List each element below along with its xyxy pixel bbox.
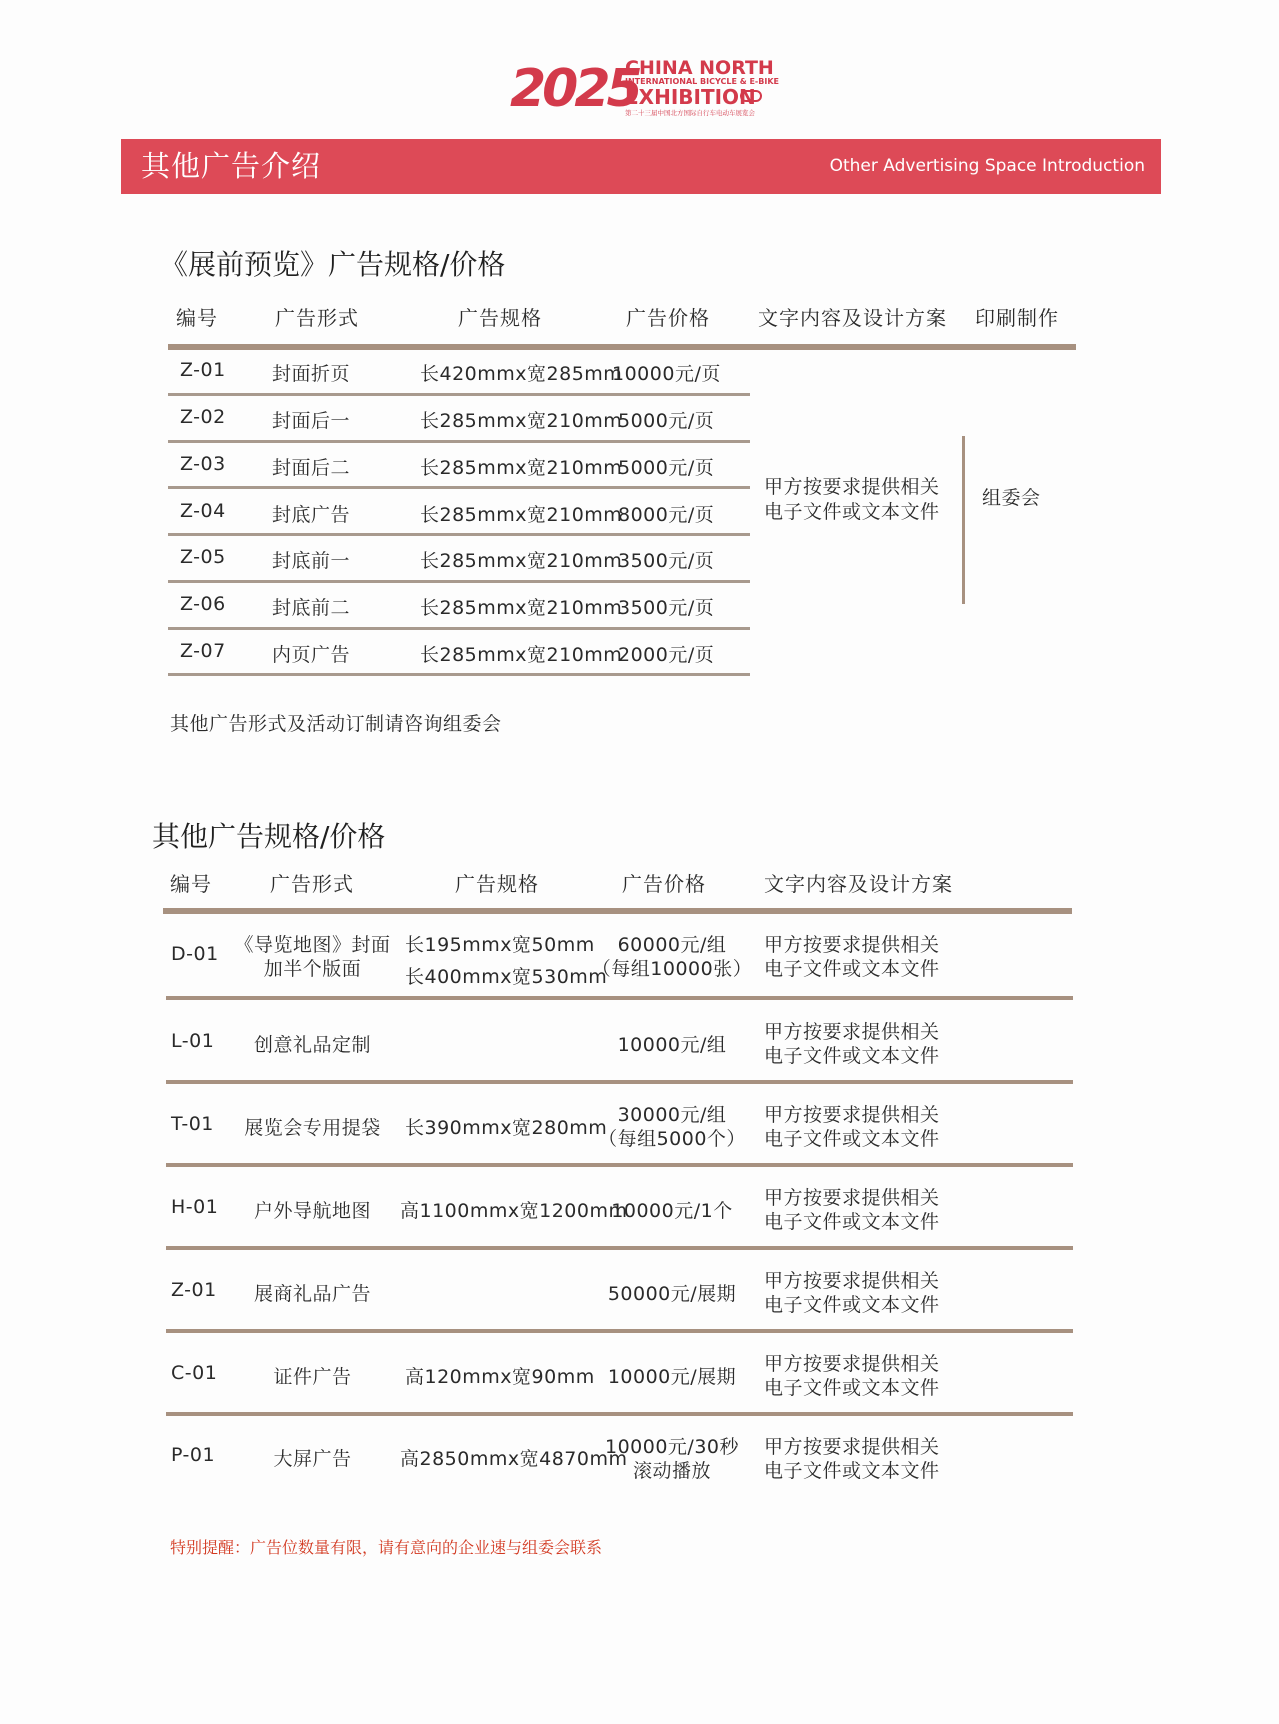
s1-column-divider: [962, 436, 965, 604]
s2-cell-price-1: 10000元/1个: [611, 1200, 733, 1222]
s1-cell-price: 10000元/页: [612, 363, 721, 385]
s2-row-divider: [166, 1163, 1073, 1167]
s2-cell-form-2: 加半个版面: [263, 958, 362, 980]
s2-cell-design-2: 电子文件或文本文件: [764, 958, 940, 980]
s2-cell-code: T-01: [171, 1113, 214, 1135]
s1-cell-price: 8000元/页: [618, 504, 715, 526]
s1-cell-form: 封面折页: [272, 363, 351, 385]
s1-cell-spec: 长285mmx宽210mm: [420, 550, 623, 572]
s2-cell-design-2: 电子文件或文本文件: [764, 1045, 940, 1067]
s1-row-divider: [168, 673, 750, 676]
s2-row-divider: [166, 996, 1073, 1000]
s1-cell-code: Z-01: [180, 359, 226, 381]
logo-year: 2025: [510, 59, 639, 119]
s2-header-divider: [163, 908, 1072, 914]
s2-cell-design-2: 电子文件或文本文件: [764, 1294, 940, 1316]
logo-line-3: EXHIBITION: [625, 85, 756, 109]
s2-cell-code: H-01: [171, 1196, 219, 1218]
logo-line-1: CHINA NORTH: [625, 57, 774, 79]
s2-header-design: 文字内容及设计方案: [764, 872, 953, 896]
s1-cell-form: 封底前一: [272, 550, 351, 572]
logo-badge-icon: [740, 90, 762, 102]
s2-cell-spec-2: 长400mmx宽530mm: [405, 966, 608, 988]
s2-cell-design-1: 甲方按要求提供相关: [764, 1104, 940, 1126]
s1-row-divider: [168, 533, 750, 536]
s1-cell-form: 封面后二: [272, 457, 351, 479]
s1-header-price: 广告价格: [626, 306, 710, 330]
s1-cell-price: 5000元/页: [618, 457, 715, 479]
s2-cell-spec-1: 长390mmx宽280mm: [405, 1117, 608, 1139]
s2-cell-design-1: 甲方按要求提供相关: [764, 1353, 940, 1375]
banner-title-cn: 其他广告介绍: [141, 149, 322, 183]
s2-cell-code: P-01: [171, 1444, 216, 1466]
s1-design-line-2: 电子文件或文本文件: [764, 501, 940, 523]
s1-cell-price: 2000元/页: [618, 644, 715, 666]
s2-cell-design-1: 甲方按要求提供相关: [764, 1187, 940, 1209]
s1-header-form: 广告形式: [275, 306, 359, 330]
s1-header-design: 文字内容及设计方案: [758, 306, 947, 330]
s1-cell-code: Z-04: [180, 500, 226, 522]
s2-cell-form-1: 大屏广告: [273, 1448, 352, 1470]
s2-cell-form-1: 证件广告: [273, 1366, 352, 1388]
s2-cell-price-1: 30000元/组: [617, 1104, 727, 1126]
s2-row-divider: [166, 1080, 1073, 1084]
s2-cell-design-1: 甲方按要求提供相关: [764, 934, 940, 956]
s1-cell-form: 封底前二: [272, 597, 351, 619]
s1-note: 其他广告形式及活动订制请咨询组委会: [170, 713, 502, 735]
s1-header-print: 印刷制作: [975, 306, 1059, 330]
s1-row-divider: [168, 393, 750, 396]
s1-row-divider: [168, 627, 750, 630]
s1-cell-form: 封底广告: [272, 504, 351, 526]
s1-cell-spec: 长285mmx宽210mm: [420, 504, 623, 526]
s1-cell-form: 内页广告: [272, 644, 351, 666]
s2-cell-form-1: 创意礼品定制: [253, 1034, 371, 1056]
s2-cell-spec-1: 高120mmx宽90mm: [405, 1366, 595, 1388]
s1-cell-price: 3500元/页: [618, 550, 715, 572]
s2-cell-code: Z-01: [171, 1279, 217, 1301]
s2-cell-price-1: 50000元/展期: [607, 1283, 737, 1305]
s1-cell-code: Z-05: [180, 546, 226, 568]
s2-cell-code: L-01: [171, 1030, 215, 1052]
s1-cell-code: Z-07: [180, 640, 226, 662]
s2-cell-design-2: 电子文件或文本文件: [764, 1377, 940, 1399]
logo-line-4: 第二十三届中国北方国际自行车电动车展览会: [625, 109, 755, 117]
s2-cell-spec-1: 长195mmx宽50mm: [405, 934, 595, 956]
s2-cell-design-2: 电子文件或文本文件: [764, 1211, 940, 1233]
s1-header-divider: [168, 344, 1076, 350]
s2-header-price: 广告价格: [622, 872, 706, 896]
s1-row-divider: [168, 440, 750, 443]
banner-title-en: Other Advertising Space Introduction: [829, 156, 1145, 176]
s2-cell-spec-1: 高2850mmx宽4870mm: [400, 1448, 628, 1470]
s1-row-divider: [168, 486, 750, 489]
s2-cell-price-1: 60000元/组: [617, 934, 727, 956]
section2-title: 其他广告规格/价格: [152, 820, 386, 853]
s1-header-spec: 广告规格: [458, 306, 542, 330]
s2-cell-code: D-01: [171, 943, 219, 965]
s1-cell-code: Z-03: [180, 453, 226, 475]
s2-cell-price-2: （每组5000个）: [598, 1128, 746, 1150]
s2-cell-form-1: 展商礼品广告: [253, 1283, 371, 1305]
s2-cell-design-1: 甲方按要求提供相关: [764, 1270, 940, 1292]
s1-cell-spec: 长285mmx宽210mm: [420, 597, 623, 619]
s2-cell-price-2: 滚动播放: [632, 1460, 711, 1482]
s2-cell-design-2: 电子文件或文本文件: [764, 1128, 940, 1150]
s2-row-divider: [166, 1412, 1073, 1416]
s2-cell-price-1: 10000元/组: [617, 1034, 727, 1056]
s2-cell-form-1: 户外导航地图: [253, 1200, 371, 1222]
s1-design-line-1: 甲方按要求提供相关: [764, 476, 940, 498]
s1-cell-spec: 长285mmx宽210mm: [420, 457, 623, 479]
s1-header-code: 编号: [176, 306, 218, 330]
exhibition-logo: [510, 58, 780, 120]
s1-cell-price: 3500元/页: [618, 597, 715, 619]
s2-cell-design-1: 甲方按要求提供相关: [764, 1021, 940, 1043]
s1-cell-spec: 长285mmx宽210mm: [420, 644, 623, 666]
s2-header-form: 广告形式: [270, 872, 354, 896]
s2-cell-code: C-01: [171, 1362, 218, 1384]
s2-row-divider: [166, 1246, 1073, 1250]
s2-cell-price-2: （每组10000张）: [591, 958, 753, 980]
s2-row-divider: [166, 1329, 1073, 1333]
s1-row-divider: [168, 580, 750, 583]
s2-header-spec: 广告规格: [455, 872, 539, 896]
s1-cell-code: Z-06: [180, 593, 226, 615]
s2-cell-design-2: 电子文件或文本文件: [764, 1460, 940, 1482]
section-banner: [121, 139, 1161, 194]
s2-cell-form-1: 展览会专用提袋: [244, 1117, 381, 1139]
s2-cell-spec-1: 高1100mmx宽1200mm: [400, 1200, 628, 1222]
s2-cell-price-1: 10000元/30秒: [604, 1436, 740, 1458]
s1-cell-code: Z-02: [180, 406, 226, 428]
s2-cell-design-1: 甲方按要求提供相关: [764, 1436, 940, 1458]
s1-cell-price: 5000元/页: [618, 410, 715, 432]
section1-title: 《展前预览》广告规格/价格: [160, 248, 506, 281]
logo-line-2: INTERNATIONAL BICYCLE & E-BIKE: [625, 77, 779, 86]
s2-cell-form-1: 《导览地图》封面: [234, 934, 391, 956]
s1-cell-spec: 长285mmx宽210mm: [420, 410, 623, 432]
s1-cell-spec: 长420mmx宽285mm: [420, 363, 623, 385]
special-reminder: 特别提醒：广告位数量有限，请有意向的企业速与组委会联系: [170, 1538, 603, 1557]
s1-print-value: 组委会: [982, 487, 1041, 509]
s2-header-code: 编号: [170, 872, 212, 896]
s1-cell-form: 封面后一: [272, 410, 351, 432]
s2-cell-price-1: 10000元/展期: [607, 1366, 737, 1388]
